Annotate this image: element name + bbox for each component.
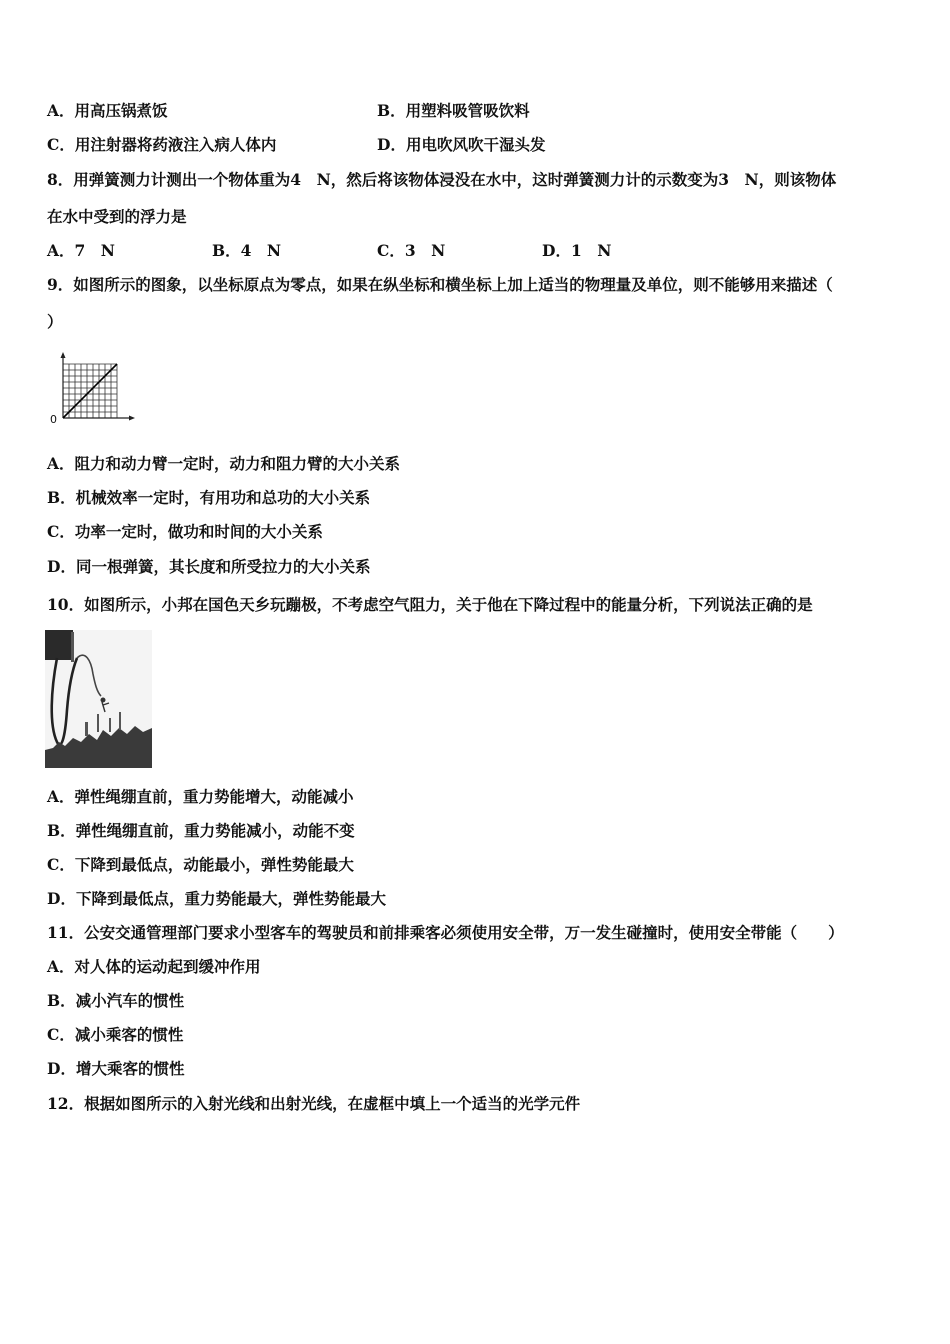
q7-option-d: D．用电吹风吹干湿头发 bbox=[377, 135, 546, 154]
q10-option-c: C．下降到最低点，动能最小，弹性势能最大 bbox=[47, 855, 354, 874]
q10-option-b: B．弹性绳绷直前，重力势能减小，动能不变 bbox=[47, 821, 355, 840]
q11-option-c: C．减小乘客的惯性 bbox=[47, 1025, 184, 1044]
q11-stem: 11．公安交通管理部门要求小型客车的驾驶员和前排乘客必须使用安全带，万一发生碰撞时，使用安全带能（ ） bbox=[47, 923, 844, 942]
q8-option-a: A．7 N bbox=[47, 241, 115, 260]
q8-option-c: C．3 N bbox=[377, 241, 446, 260]
q9-graph-figure bbox=[46, 350, 141, 430]
q10-bungee-svg bbox=[45, 630, 152, 768]
q9-option-a: A．阻力和动力臂一定时，动力和阻力臂的大小关系 bbox=[47, 454, 401, 473]
q8-stem-line2: 在水中受到的浮力是 bbox=[47, 207, 187, 226]
q10-stem: 10．如图所示，小邦在国色天乡玩蹦极，不考虑空气阻力，关于他在下降过程中的能量分析，下列说法正确的是 bbox=[47, 595, 813, 614]
q9-graph-svg bbox=[46, 350, 141, 430]
q8-stem-line1: 8．用弹簧测力计测出一个物体重为4 N，然后将该物体浸没在水中，这时弹簧测力计的示数变为3 N，则该物体 bbox=[47, 170, 837, 189]
bungee-jumper bbox=[101, 698, 106, 703]
q9-option-d: D．同一根弹簧，其长度和所受拉力的大小关系 bbox=[47, 557, 371, 576]
bungee-platform bbox=[45, 630, 73, 660]
q7-option-b: B．用塑料吸管吸饮料 bbox=[377, 101, 530, 120]
q11-option-b: B．减小汽车的惯性 bbox=[47, 991, 185, 1010]
q12-stem: 12．根据如图所示的入射光线和出射光线，在虚框中填上一个适当的光学元件 bbox=[47, 1094, 581, 1113]
q9-stem-line1: 9．如图所示的图象，以坐标原点为零点，如果在纵坐标和横坐标上加上适当的物理量及单位，则不能够用来描述（ bbox=[47, 275, 833, 294]
q11-option-a: A．对人体的运动起到缓冲作用 bbox=[47, 957, 261, 976]
q9-graph-line bbox=[63, 364, 117, 418]
q7-option-c: C．用注射器将药液注入病人体内 bbox=[47, 135, 277, 154]
q9-graph-y-arrow bbox=[61, 352, 66, 358]
q9-graph-origin-label: 0 bbox=[50, 413, 57, 426]
q9-graph-x-arrow bbox=[129, 416, 135, 421]
q8-option-d: D．1 N bbox=[542, 241, 612, 260]
q9-option-c: C．功率一定时，做功和时间的大小关系 bbox=[47, 522, 323, 541]
q7-option-a: A．用高压锅煮饭 bbox=[47, 101, 168, 120]
q11-option-d: D．增大乘客的惯性 bbox=[47, 1059, 185, 1078]
q10-bungee-photo bbox=[45, 630, 152, 768]
q9-option-b: B．机械效率一定时，有用功和总功的大小关系 bbox=[47, 488, 371, 507]
q8-option-b: B．4 N bbox=[212, 241, 282, 260]
q9-stem-line2: ） bbox=[47, 312, 63, 331]
q10-option-a: A．弹性绳绷直前，重力势能增大，动能减小 bbox=[47, 787, 354, 806]
q10-option-d: D．下降到最低点，重力势能最大，弹性势能最大 bbox=[47, 889, 386, 908]
